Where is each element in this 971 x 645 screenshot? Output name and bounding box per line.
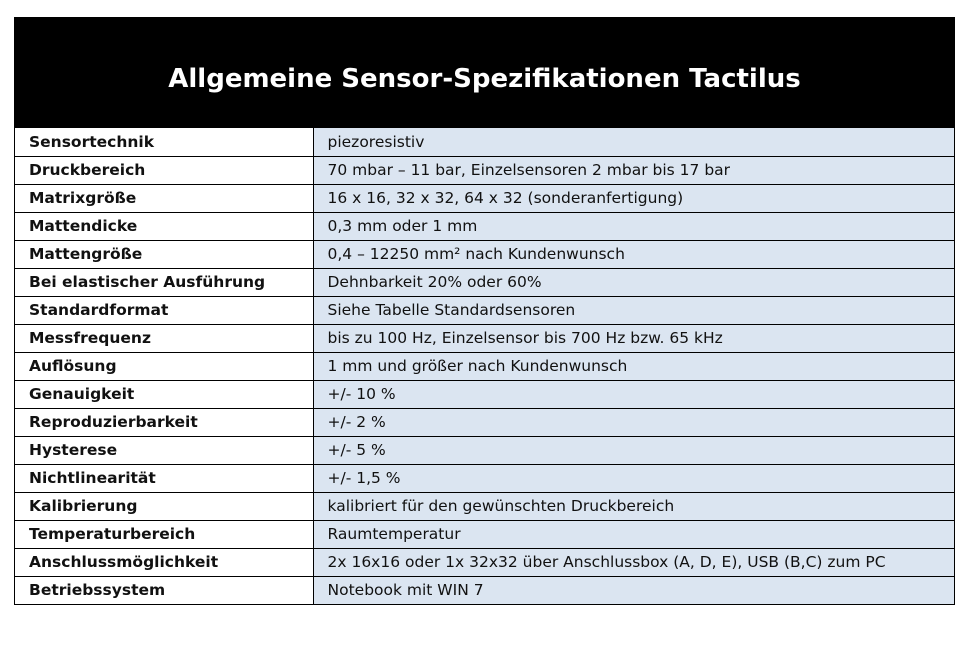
- row-label: Anschlussmöglichkeit: [15, 548, 313, 576]
- table-row: [15, 548, 954, 576]
- row-value: +/- 10 %: [313, 380, 954, 408]
- row-value: +/- 2 %: [313, 408, 954, 436]
- row-label: Hysterese: [15, 436, 313, 464]
- table-row: [15, 520, 954, 548]
- row-label: Messfrequenz: [15, 324, 313, 352]
- table-row: [15, 352, 954, 380]
- row-value: piezoresistiv: [313, 128, 954, 156]
- row-value: Raumtemperatur: [313, 520, 954, 548]
- row-label: Mattendicke: [15, 212, 313, 240]
- row-label: Bei elastischer Ausführung: [15, 268, 313, 296]
- row-value: kalibriert für den gewünschten Druckbereich: [313, 492, 954, 520]
- spec-table: [14, 17, 955, 605]
- table-row: [15, 268, 954, 296]
- row-label: Genauigkeit: [15, 380, 313, 408]
- row-value: +/- 1,5 %: [313, 464, 954, 492]
- row-value: Notebook mit WIN 7: [313, 576, 954, 604]
- row-value: 1 mm und größer nach Kundenwunsch: [313, 352, 954, 380]
- table-row: [15, 576, 954, 604]
- row-label: Mattengröße: [15, 240, 313, 268]
- row-value: bis zu 100 Hz, Einzelsensor bis 700 Hz bzw. 65 kHz: [313, 324, 954, 352]
- spec-rows: [15, 128, 954, 604]
- table-row: [15, 464, 954, 492]
- row-value: 70 mbar – 11 bar, Einzelsensoren 2 mbar bis 17 bar: [313, 156, 954, 184]
- table-row: [15, 156, 954, 184]
- table-row: [15, 212, 954, 240]
- row-value: Dehnbarkeit 20% oder 60%: [313, 268, 954, 296]
- table-row: [15, 380, 954, 408]
- row-value: 16 x 16, 32 x 32, 64 x 32 (sonderanfertigung): [313, 184, 954, 212]
- table-row: [15, 492, 954, 520]
- table-row: [15, 240, 954, 268]
- row-label: Standardformat: [15, 296, 313, 324]
- row-value: 0,4 – 12250 mm² nach Kundenwunsch: [313, 240, 954, 268]
- row-value: 2x 16x16 oder 1x 32x32 über Anschlussbox (A, D, E), USB (B,C) zum PC: [313, 548, 954, 576]
- row-label: Temperaturbereich: [15, 520, 313, 548]
- table-row: [15, 436, 954, 464]
- row-label: Kalibrierung: [15, 492, 313, 520]
- table-row: [15, 408, 954, 436]
- row-label: Reproduzierbarkeit: [15, 408, 313, 436]
- table-title: Allgemeine Sensor-Spezifikationen Tactilus: [15, 18, 954, 128]
- row-label: Sensortechnik: [15, 128, 313, 156]
- row-label: Druckbereich: [15, 156, 313, 184]
- row-label: Betriebssystem: [15, 576, 313, 604]
- table-row: [15, 184, 954, 212]
- table-row: [15, 324, 954, 352]
- table-row: [15, 296, 954, 324]
- row-value: 0,3 mm oder 1 mm: [313, 212, 954, 240]
- row-label: Nichtlinearität: [15, 464, 313, 492]
- row-value: Siehe Tabelle Standardsensoren: [313, 296, 954, 324]
- table-row: [15, 128, 954, 156]
- row-value: +/- 5 %: [313, 436, 954, 464]
- row-label: Auflösung: [15, 352, 313, 380]
- row-label: Matrixgröße: [15, 184, 313, 212]
